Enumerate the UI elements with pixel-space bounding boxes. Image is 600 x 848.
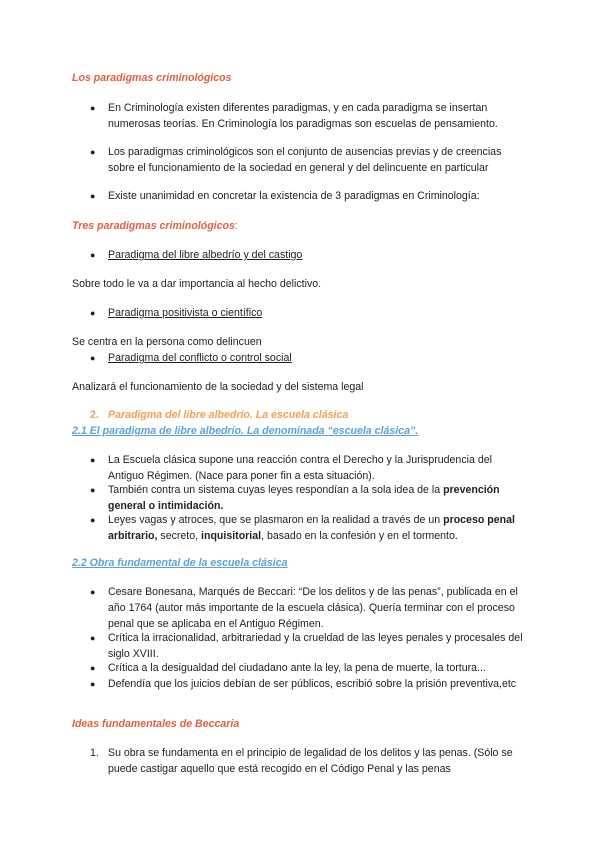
bullet-icon: ● (90, 485, 96, 495)
list-item: ● Crítica la irracionalidad, arbitrariedad y la crueldad de las leyes penales y procesales del siglo XVIII. (90, 632, 523, 660)
bullet-icon: ● (90, 250, 96, 260)
paragraph: Sobre todo le va a dar importancia al hecho delictivo. (72, 278, 322, 290)
list-item: ● Leyes vagas y atroces, que se plasmaron en la realidad a través de un proceso penal arbitrario, secreto, inquisitorial, basado en la confesión y en el tormento. (90, 514, 515, 542)
heading-tres-paradigmas: Tres paradigmas criminológicos: (72, 220, 238, 232)
list-item: ● En Criminología existen diferentes paradigmas, y en cada paradigma se insertan numerosas teorías. En Criminología los paradigmas son escuelas de pensamiento. (90, 102, 498, 130)
list-item: ● Los paradigmas criminológicos son el conjunto de ausencias previas y de creencias sobre el funcionamiento de la sociedad en general y del delincuente en particular (90, 146, 502, 174)
bullet-icon: ● (90, 191, 96, 201)
bullet-icon: ● (90, 353, 96, 363)
bullet-icon: ● (90, 515, 96, 525)
list-item: ● Crítica a la desigualdad del ciudadano ante la ley, la pena de muerte, la tortura... (90, 662, 486, 674)
subheading-2-2: 2.2 Obra fundamental de la escuela clásica (72, 557, 288, 569)
list-item: ● La Escuela clásica supone una reacción contra el Derecho y la Jurisprudencia del Antiguo Régimen. (Nace para poner fin a esta situación). (90, 454, 492, 482)
paragraph: Se centra en la persona como delincuen (72, 336, 262, 348)
bullet-icon: ● (90, 103, 96, 113)
bullet-icon: ● (90, 147, 96, 157)
bullet-icon: ● (90, 587, 96, 597)
list-item: ● Cesare Bonesana, Marqués de Beccari: “De los delitos y de las penas”, publicada en el año 1764 (autor más importante de la escuela clásica). Quería terminar con el proceso penal que se aplicaba en el Antiguo Régimen. (90, 586, 518, 630)
numbered-heading: 2. Paradigma del libre albedrío. La escuela clásica (90, 409, 349, 421)
list-item: ● También contra un sistema cuyas leyes respondían a la sola idea de la prevención general o intimidación. (90, 484, 500, 512)
bullet-icon: ● (90, 679, 96, 689)
subheading-2-1: 2.1 El paradigma de libre albedrío. La denominada “escuela clásica”. (72, 425, 419, 437)
bullet-icon: ● (90, 455, 96, 465)
heading-paradigmas: Los paradigmas criminológicos (72, 72, 232, 84)
heading-ideas-beccaria: Ideas fundamentales de Beccaria (72, 718, 240, 730)
list-item: ● Paradigma del conflicto o control social (90, 352, 292, 364)
list-item: ● Existe unanimidad en concretar la existencia de 3 paradigmas en Criminología: (90, 190, 480, 202)
bullet-icon: ● (90, 308, 96, 318)
list-item: ● Paradigma del libre albedrío y del castigo (90, 249, 303, 261)
paragraph: Analizará el funcionamiento de la sociedad y del sistema legal (72, 381, 364, 393)
list-item: ● Defendía que los juicios debían de ser públicos, escribió sobre la prisión preventiva,etc (90, 678, 517, 690)
list-item: ● Paradigma positivista o científico (90, 307, 263, 319)
numbered-item: 1. Su obra se fundamenta en el principio de legalidad de los delitos y las penas. (Sólo se puede castigar aquello que está recogido en el Código Penal y las penas (90, 747, 513, 775)
bullet-icon: ● (90, 663, 96, 673)
bullet-icon: ● (90, 633, 96, 643)
